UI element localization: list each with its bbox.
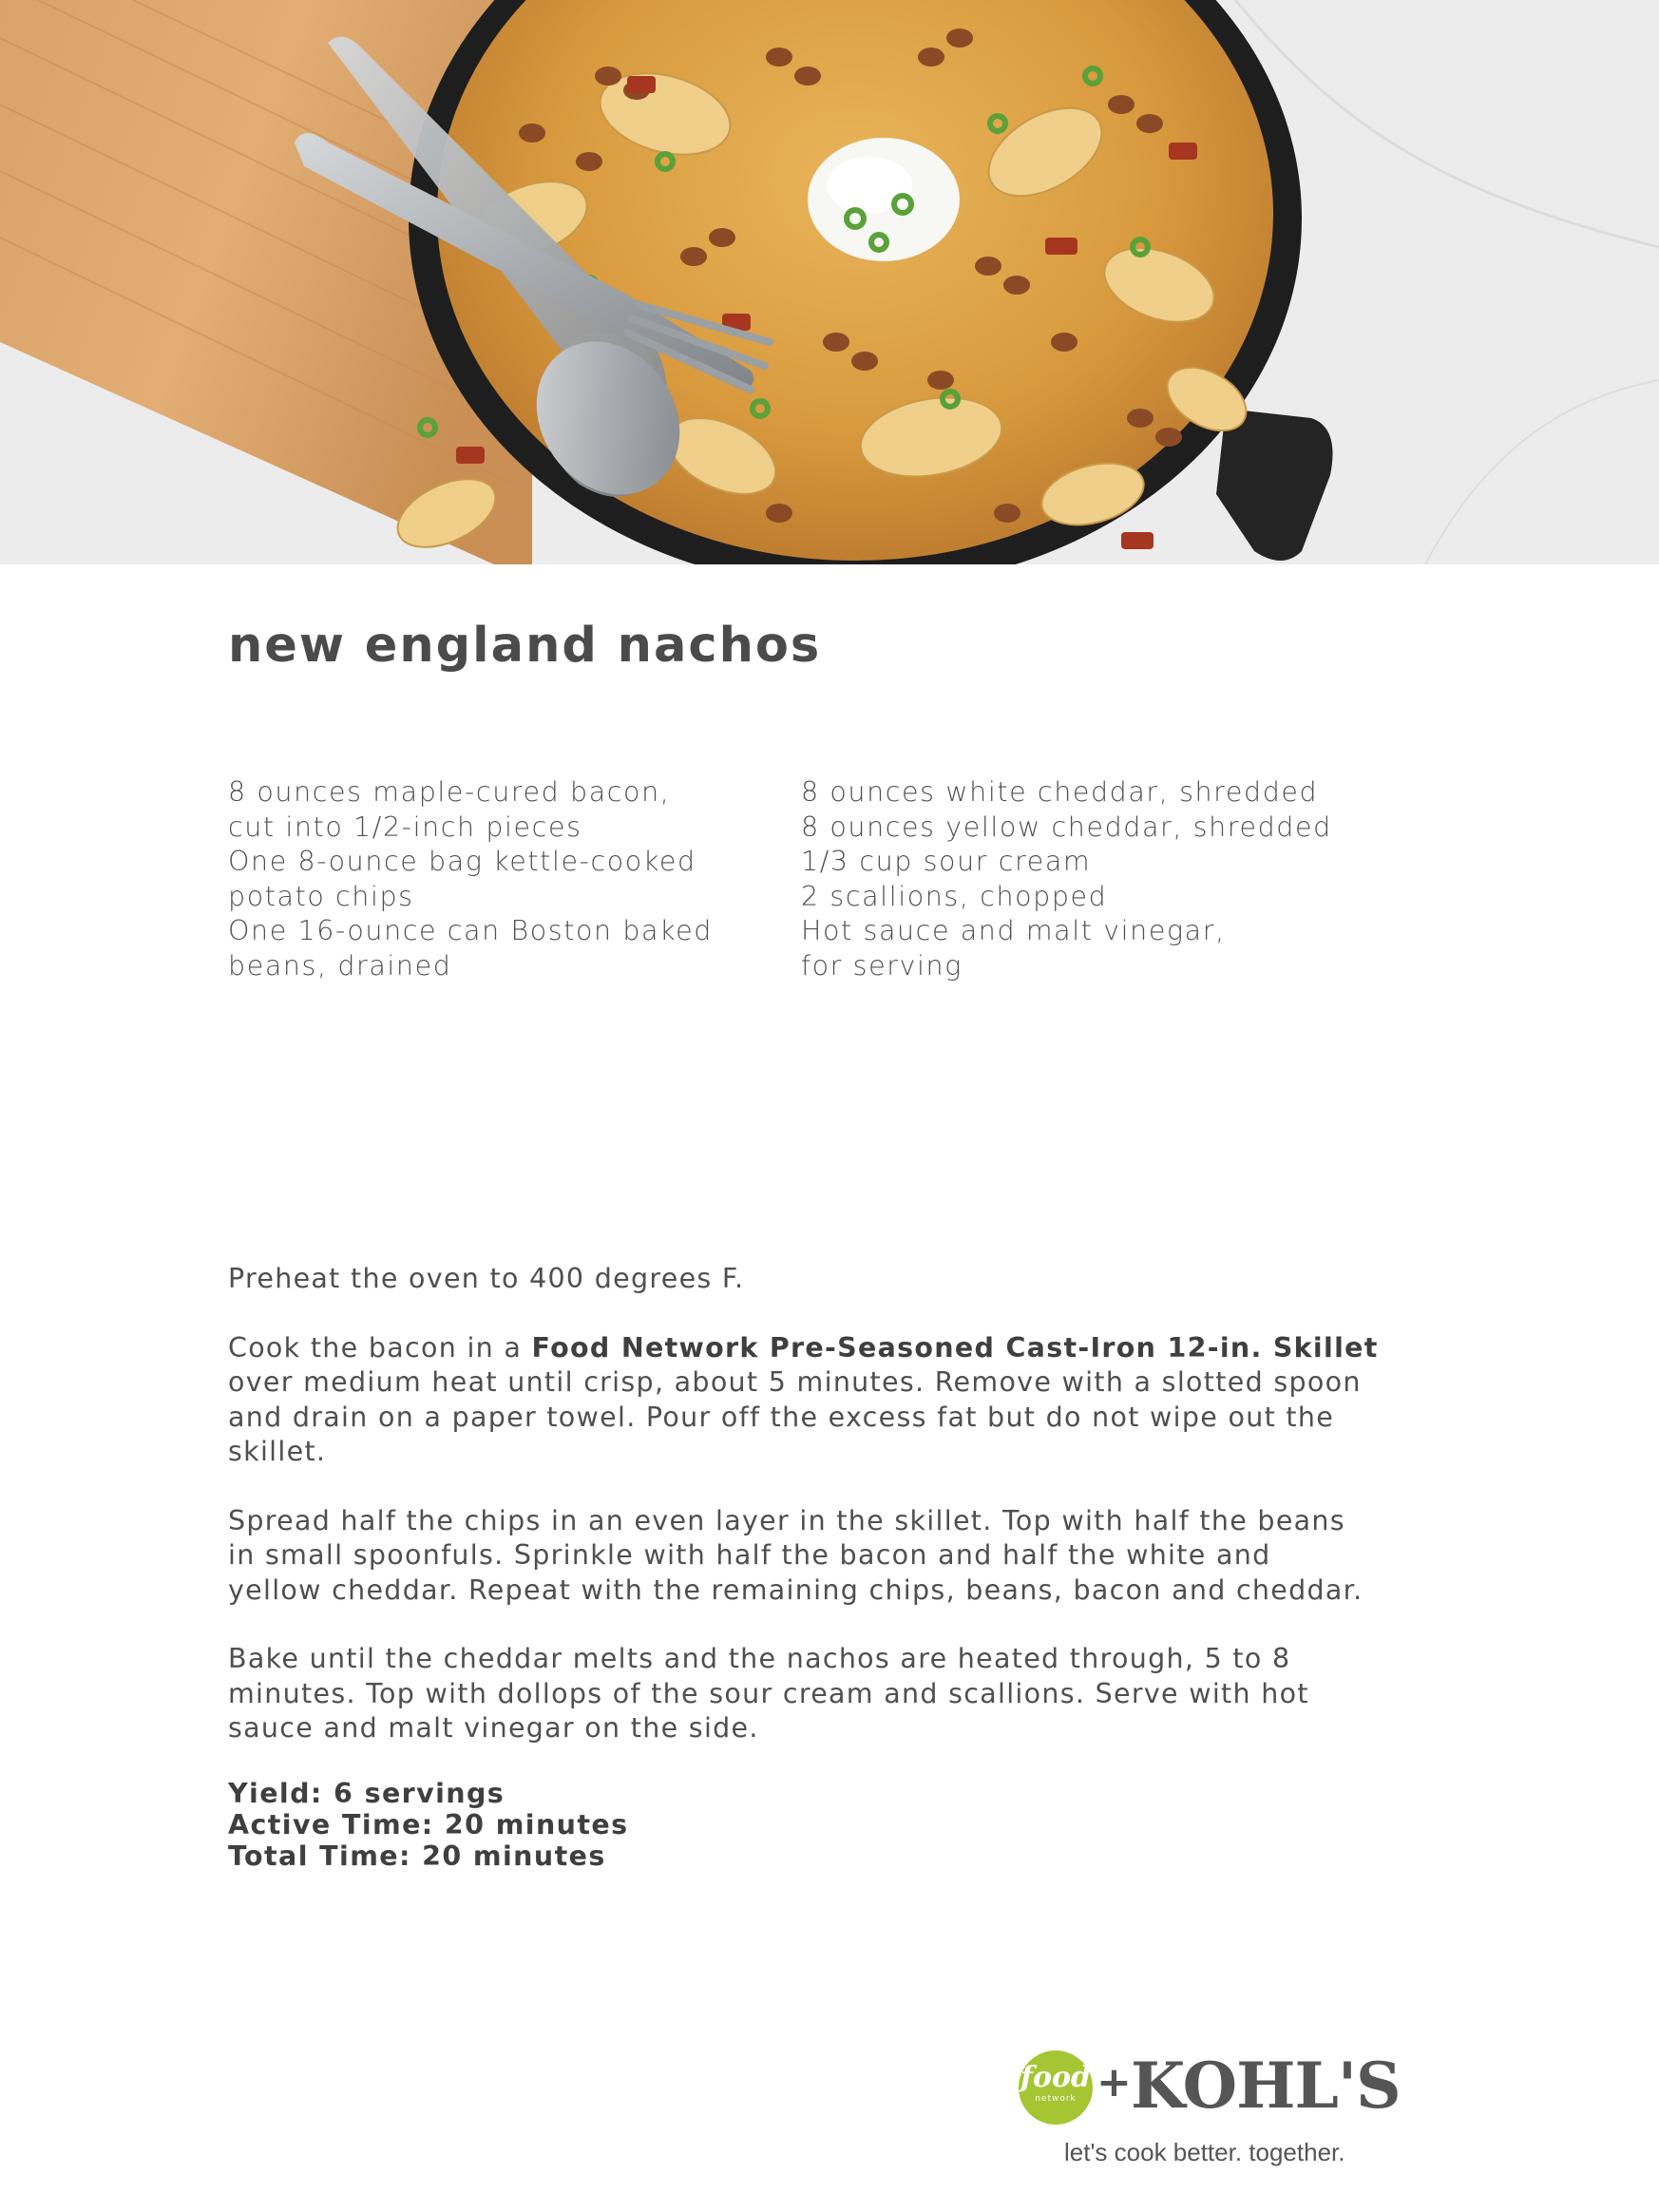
yield: Yield: 6 servings (228, 1778, 505, 1809)
direction-line: in small spoonfuls. Sprinkle with half the bacon and half the white and (228, 1539, 1271, 1571)
ingredient-line: One 16-ounce can Boston baked (228, 915, 713, 946)
direction-line: Preheat the oven to 400 degrees F. (228, 1263, 745, 1294)
directions (228, 1262, 1435, 1781)
ingredient-line: potato chips (228, 880, 414, 912)
ingredient-line: cut into 1/2-inch pieces (228, 810, 582, 843)
direction-line: skillet. (228, 1436, 327, 1467)
ingredient-line: 8 ounces maple-cured bacon, (228, 776, 671, 808)
direction-step (228, 1262, 1435, 1297)
plus-sign: + (1096, 2058, 1132, 2107)
direction-line: Spread half the chips in an even layer in the skillet. Top with half the beans (228, 1504, 1345, 1536)
direction-line (228, 1331, 1435, 1366)
ingredients-right-column (801, 775, 1409, 983)
ingredient-line: Hot sauce and malt vinegar, (801, 915, 1226, 946)
ingredient-line: 2 scallions, chopped (801, 880, 1108, 912)
nachos-skillet-illustration (0, 0, 1659, 564)
ingredient-line: for serving (801, 949, 963, 982)
direction-line: and drain on a paper towel. Pour off the excess fat but do not wipe out the (228, 1401, 1335, 1433)
direction-step (228, 1504, 1435, 1609)
total-time: Total Time: 20 minutes (228, 1840, 606, 1872)
direction-text: Cook the bacon in a (228, 1331, 532, 1363)
direction-line: sauce and malt vinegar on the side. (228, 1712, 759, 1744)
direction-line: yellow cheddar. Repeat with the remaining chips, beans, bacon and cheddar. (228, 1573, 1363, 1606)
product-name: Food Network Pre-Seasoned Cast-Iron 12-in. Skillet (531, 1331, 1379, 1363)
recipe-title: new england nachos (228, 618, 822, 674)
ingredient-line: 8 ounces white cheddar, shredded (801, 776, 1319, 808)
active-time: Active Time: 20 minutes (228, 1809, 629, 1840)
direction-line: minutes. Top with dollops of the sour cream and scallions. Serve with hot (228, 1677, 1309, 1709)
direction-step (228, 1642, 1435, 1746)
food-network-logo-sub: network (1035, 2094, 1077, 2104)
brand-tagline: let's cook better. together. (1064, 2138, 1345, 2166)
ingredient-line: 8 ounces yellow cheddar, shredded (801, 810, 1332, 843)
ingredient-line: One 8-ounce bag kettle-cooked (228, 846, 696, 877)
food-network-logo (1019, 2050, 1093, 2125)
direction-step (228, 1331, 1435, 1470)
ingredients-left-column (228, 775, 760, 983)
brand-lockup (1019, 2050, 1456, 2166)
food-network-logo-word: food (1020, 2061, 1091, 2094)
ingredient-line: 1/3 cup sour cream (801, 846, 1092, 877)
ingredient-line: beans, drained (228, 949, 452, 982)
kohls-logo: KOHL'S (1131, 2049, 1401, 2123)
recipe-meta (228, 1778, 628, 1872)
direction-line: Bake until the cheddar melts and the nachos are heated through, 5 to 8 (228, 1643, 1291, 1674)
hero-photo (0, 0, 1659, 564)
direction-line: over medium heat until crisp, about 5 minutes. Remove with a slotted spoon (228, 1366, 1362, 1398)
